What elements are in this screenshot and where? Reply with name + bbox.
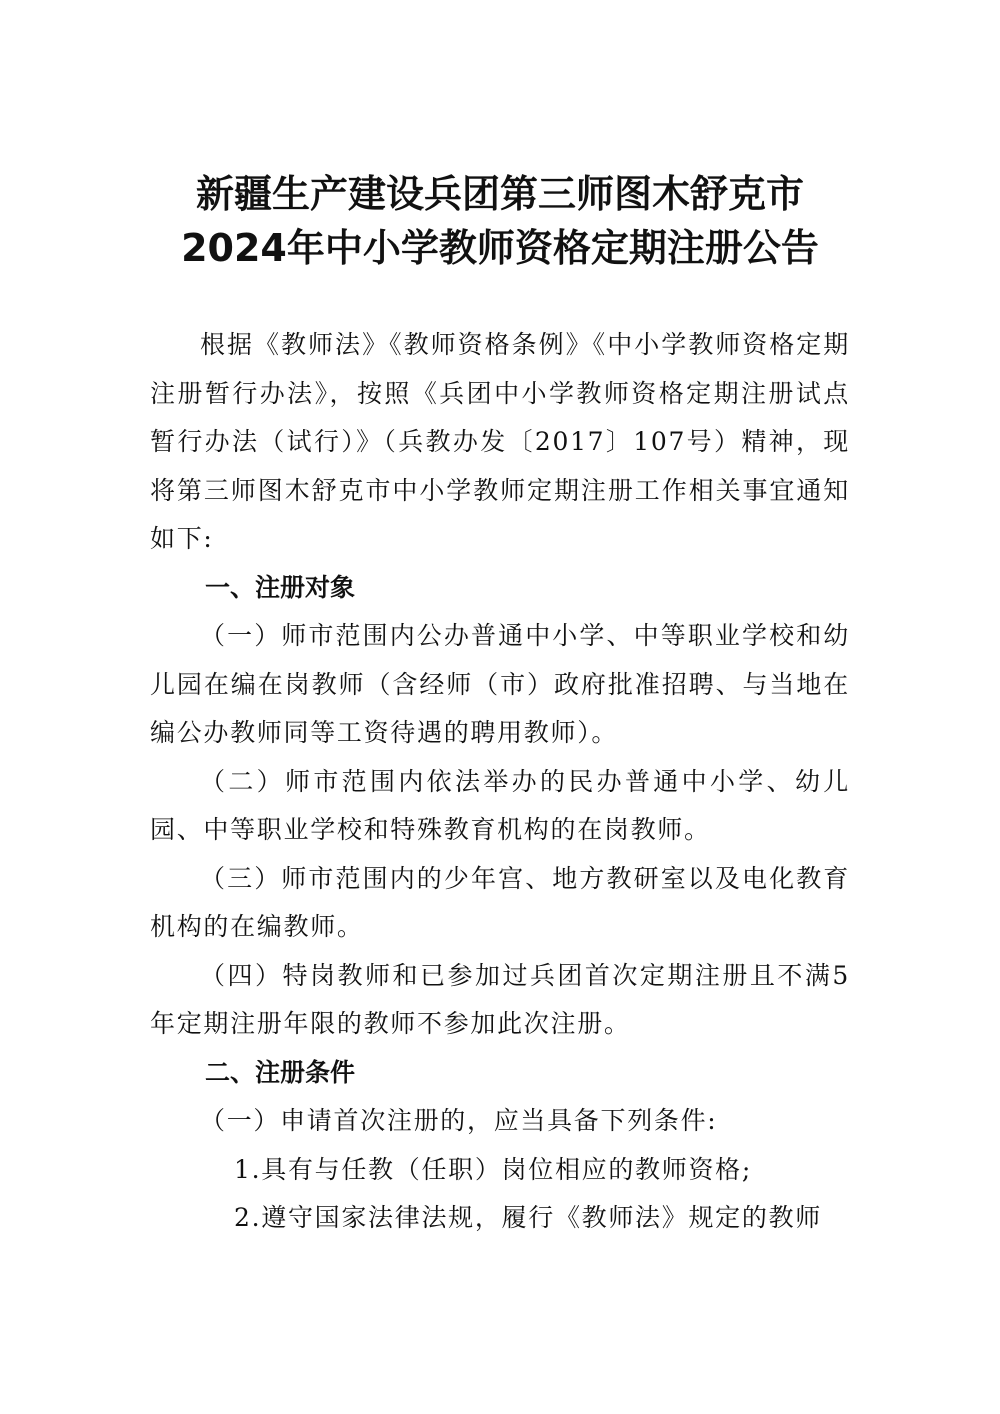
target-item-2: （二）师市范围内依法举办的民办普通中小学、幼儿园、中等职业学校和特殊教育机构的在岗教师。 bbox=[150, 766, 850, 844]
condition-item-1: 1.具有与任教（任职）岗位相应的教师资格; bbox=[234, 1154, 752, 1184]
target-item-3: （三）师市范围内的少年宫、地方教研室以及电化教育机构的在编教师。 bbox=[150, 863, 850, 941]
section-heading-registration-conditions: 二、注册条件 bbox=[205, 1057, 356, 1087]
intro-paragraph: 根据《教师法》《教师资格条例》《中小学教师资格定期注册暂行办法》，按照《兵团中小学教师资格定期注册试点暂行办法（试行）》（兵教办发〔2017〕107号）精神，现将第三师图木舒克市中小学教师定期注册工作相关事宜通知如下: bbox=[150, 330, 850, 553]
condition-item-2: 2.遵守国家法律法规，履行《教师法》规定的教师 bbox=[234, 1203, 822, 1232]
target-item-4: （四）特岗教师和已参加过兵团首次定期注册且不满5年定期注册年限的教师不参加此次注册。 bbox=[150, 960, 850, 1038]
document-body bbox=[150, 321, 850, 1243]
document-title-line-1: 新疆生产建设兵团第三师图木舒克市 bbox=[195, 172, 804, 216]
conditions-subheading-first-registration: （一）申请首次注册的，应当具备下列条件: bbox=[200, 1106, 718, 1135]
document-title-line-2: 2024年中小学教师资格定期注册公告 bbox=[181, 226, 819, 270]
target-item-1: （一）师市范围内公办普通中小学、中等职业学校和幼儿园在编在岗教师（含经师（市）政府批准招聘、与当地在编公办教师同等工资待遇的聘用教师）。 bbox=[150, 621, 850, 747]
section-heading-registration-targets: 一、注册对象 bbox=[205, 572, 356, 602]
